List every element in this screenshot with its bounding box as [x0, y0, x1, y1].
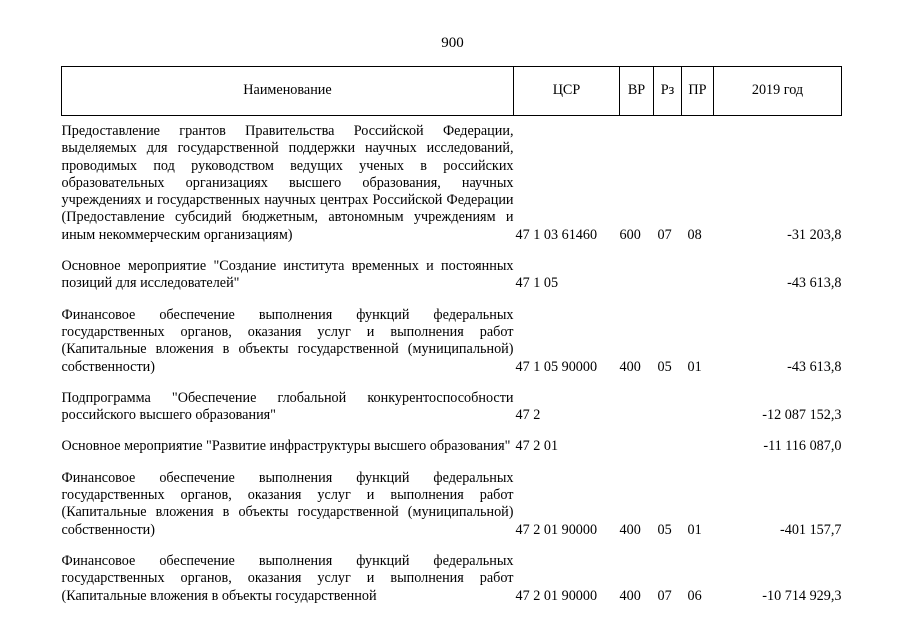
row-csr: 47 1 05 90000	[515, 358, 598, 375]
row-vr	[620, 438, 654, 469]
row-name: Основное мероприятие "Создание института временных и постоянных позиций для исследователей"	[61, 258, 514, 292]
column-header-csr: ЦСР	[514, 67, 620, 116]
row-csr: 47 2 01 90000	[515, 521, 598, 538]
column-header-pr: ПР	[682, 67, 714, 116]
row-rz	[654, 390, 682, 439]
row-name: Финансовое обеспечение выполнения функций федеральных государственных органов, оказания услуг и выполнения работ (Капитальные вложения в объекты государственной (муниципальной) собственности)	[61, 306, 514, 375]
row-name: Подпрограмма "Обеспечение глобальной конкурентоспособности российского высшего образования"	[61, 389, 514, 424]
column-header-vr: ВР	[620, 67, 654, 116]
row-amount: -43 613,8	[787, 358, 842, 375]
row-rz: 07	[657, 226, 672, 243]
row-vr	[620, 258, 654, 307]
row-vr: 400	[619, 358, 641, 375]
row-pr	[682, 390, 714, 439]
row-name: Финансовое обеспечение выполнения функций федеральных государственных органов, оказания услуг и выполнения работ (Капитальные вложения в объекты государственной	[61, 552, 514, 604]
header-row	[62, 67, 842, 116]
row-csr: 47 1 05	[515, 275, 559, 292]
table-row	[62, 438, 842, 469]
row-vr	[620, 390, 654, 439]
table-body	[62, 116, 842, 619]
row-rz: 05	[657, 358, 672, 375]
row-name: Финансовое обеспечение выполнения функций федеральных государственных органов, оказания услуг и выполнения работ (Капитальные вложения в объекты государственной (муниципальной) собственности)	[61, 469, 514, 538]
row-amount: -12 087 152,3	[762, 407, 842, 424]
row-rz	[654, 258, 682, 307]
table-header	[62, 67, 842, 116]
table-row	[62, 258, 842, 307]
row-rz: 05	[657, 521, 672, 538]
row-pr	[682, 438, 714, 469]
table-row	[62, 390, 842, 439]
table-row	[62, 116, 842, 259]
row-csr: 47 1 03 61460	[515, 226, 598, 243]
row-vr: 400	[619, 587, 641, 604]
budget-table	[61, 66, 842, 619]
row-csr: 47 2 01	[515, 438, 559, 455]
row-amount: -10 714 929,3	[762, 587, 842, 604]
table-row	[62, 553, 842, 619]
column-header-year: 2019 год	[714, 67, 842, 116]
column-header-rz: Рз	[654, 67, 682, 116]
row-amount: -401 157,7	[780, 521, 842, 538]
row-csr: 47 2 01 90000	[515, 587, 598, 604]
row-pr: 06	[687, 587, 702, 604]
row-pr	[682, 258, 714, 307]
page-number: 900	[441, 35, 464, 51]
row-amount: -31 203,8	[787, 226, 842, 243]
row-amount: -43 613,8	[787, 275, 842, 292]
row-name: Основное мероприятие "Развитие инфраструктуры высшего образования"	[61, 438, 511, 455]
row-rz	[654, 438, 682, 469]
row-vr: 400	[619, 521, 641, 538]
row-csr: 47 2	[515, 407, 541, 424]
row-pr: 01	[687, 521, 702, 538]
table-row	[62, 307, 842, 390]
row-name: Предоставление грантов Правительства Российской Федерации, выделяемых для государственной поддержки научных исследований, проводимых под руководством ведущих ученых в российских образовательных организациях высшего образования, научных учреждениях и государственных научных центрах Российской Федерации (Предоставление субсидий бюджетным, автономным учреждениям и иным некоммерческим организациям)	[61, 123, 514, 243]
row-vr: 600	[619, 226, 641, 243]
row-amount: -11 116 087,0	[763, 438, 842, 455]
row-rz: 07	[657, 587, 672, 604]
column-header-name: Наименование	[62, 67, 514, 116]
row-pr: 01	[687, 358, 702, 375]
table-row	[62, 470, 842, 553]
row-pr: 08	[687, 226, 702, 243]
